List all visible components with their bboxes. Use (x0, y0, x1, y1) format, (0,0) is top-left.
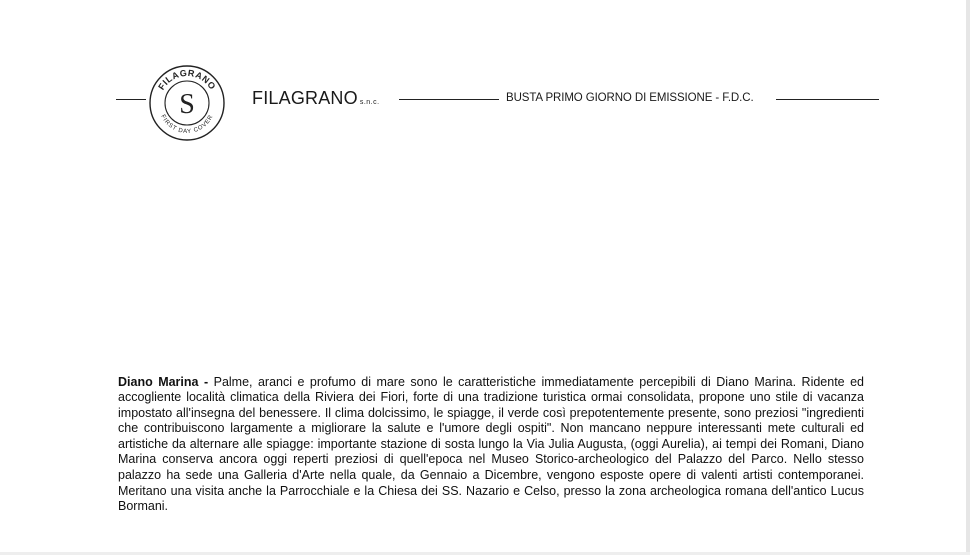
description-lead: Diano Marina - (118, 374, 209, 389)
brand-suffix: s.n.c. (359, 99, 380, 106)
diano-marina-description (118, 375, 864, 515)
seal-top-text: FILAGRANO (156, 67, 218, 92)
seal-monogram: S (179, 89, 195, 120)
seal-bottom-text: FIRST DAY COVER (159, 113, 215, 136)
fdc-tagline: BUSTA PRIMO GIORNO DI EMISSIONE - F.D.C. (506, 92, 754, 104)
description-body: Palme, aranci e profumo di mare sono le caratteristiche immediatamente percepibili di Diano Marina. Ridente ed accogliente località climatica della Riviera dei Fiori, forte di una tradizione turistica ormai consolidata, propone uno stile di vacanza impostato all'insegna del benessere. Il clima dolcissimo, le spiagge, il verde così prepotentemente presente, sono preziosi "ingredienti che contribuiscono largamente a migliorare la salute e l'umore degli ospiti". Non mancano neppure interessanti mete culturali ed artistiche da alternare alle spiagge: importante stazione di sosta lungo la Via Julia Augusta, (oggi Aurelia), ai tempi dei Romani, Diano Marina conserva ancora oggi reperti preziosi di quell'epoca nel Museo Storico-archeologico del Palazzo del Parco. Nello stesso palazzo ha sede una Galleria d'Arte nella quale, da Gennaio a Dicembre, vengono esposte opere di valenti artisti contemporanei. Meritano una visita anche la Parrocchiale e la Chiesa dei SS. Nazario e Celso, presso la zona archeologica romana dell'antico Lucus Bormani. (118, 374, 864, 514)
brand-title: FILAGRANO (252, 88, 358, 108)
filagrano-seal-logo (147, 63, 227, 143)
page-edge-right (966, 0, 970, 555)
header-rule-right (776, 99, 879, 100)
brand-name (252, 88, 380, 109)
header-rule-middle (399, 99, 499, 100)
header-rule-left (116, 99, 146, 100)
